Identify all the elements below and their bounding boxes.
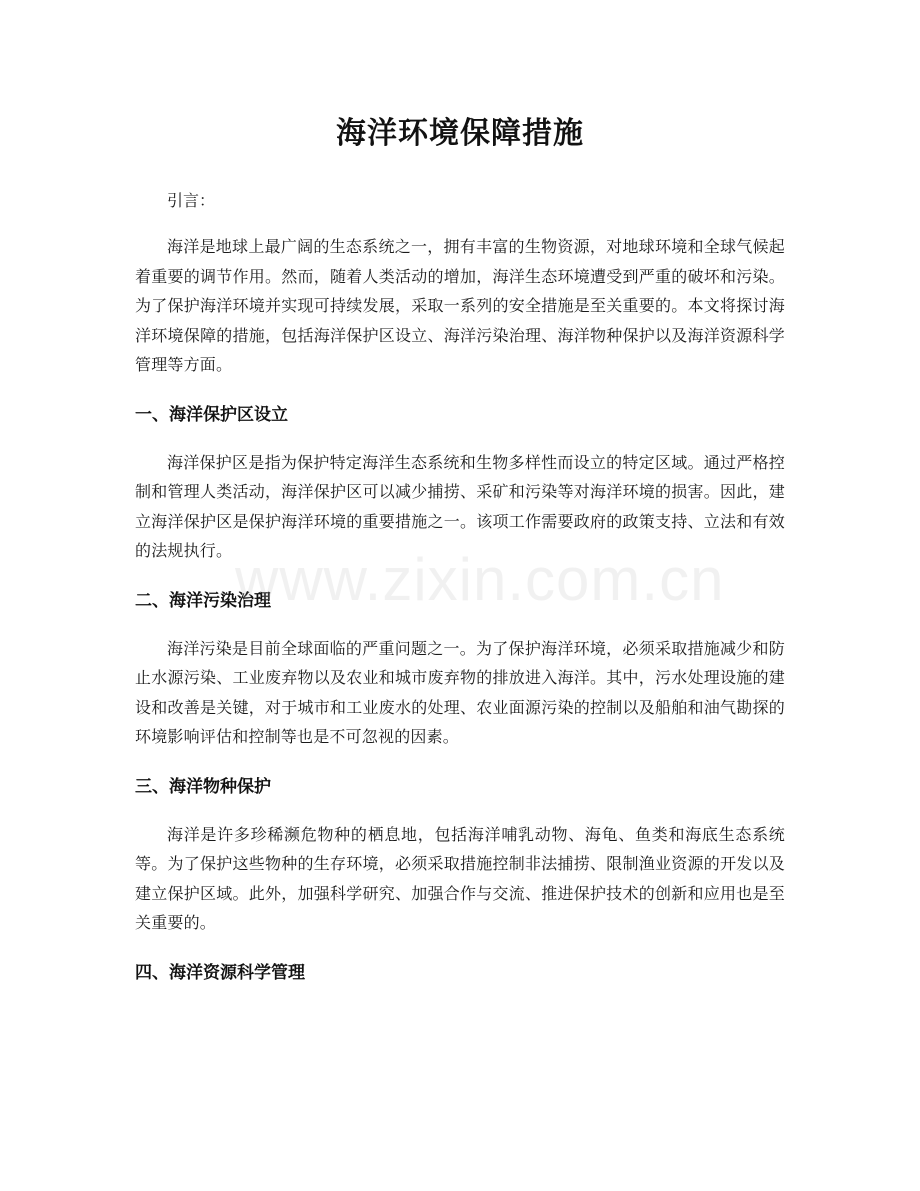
section-heading-3: 三、海洋物种保护 [135,776,271,797]
section-paragraph-3: 海洋是许多珍稀濒危物种的栖息地，包括海洋哺乳动物、海龟、鱼类和海底生态系统等。为了保护这些物种的生存环境，必须采取措施控制非法捕捞、限制渔业资源的开发以及建立保护区域。此外，加强科学研究、加强合作与交流、推进保护技术的创新和应用也是至关重要的。 [135,824,785,932]
section-heading-4: 四、海洋资源科学管理 [135,962,305,983]
document-page [135,0,785,1191]
watermark: www.zixin.com.cn [235,546,725,613]
section-paragraph-1: 海洋保护区是指为保护特定海洋生态系统和生物多样性而设立的特定区域。通过严格控制和管理人类活动，海洋保护区可以减少捕捞、采矿和污染等对海洋环境的损害。因此，建立海洋保护区是保护海洋环境的重要措施之一。该项工作需要政府的政策支持、立法和有效的法规执行。 [135,452,785,560]
section-heading-2: 二、海洋污染治理 [135,590,271,611]
intro-paragraph: 海洋是地球上最广阔的生态系统之一，拥有丰富的生物资源，对地球环境和全球气候起着重要的调节作用。然而，随着人类活动的增加，海洋生态环境遭受到严重的破坏和污染。为了保护海洋环境并实现可持续发展，采取一系列的安全措施是至关重要的。本文将探讨海洋环境保障的措施，包括海洋保护区设立、海洋污染治理、海洋物种保护以及海洋资源科学管理等方面。 [135,237,785,374]
document-title: 海洋环境保障措施 [336,116,584,151]
intro-label: 引言： [167,191,216,210]
section-heading-1: 一、海洋保护区设立 [135,404,288,425]
section-paragraph-2: 海洋污染是目前全球面临的严重问题之一。为了保护海洋环境，必须采取措施减少和防止水源污染、工业废弃物以及农业和城市废弃物的排放进入海洋。其中，污水处理设施的建设和改善是关键，对于城市和工业废水的处理、农业面源污染的控制以及船舶和油气勘探的环境影响评估和控制等也是不可忽视的因素。 [135,638,785,746]
